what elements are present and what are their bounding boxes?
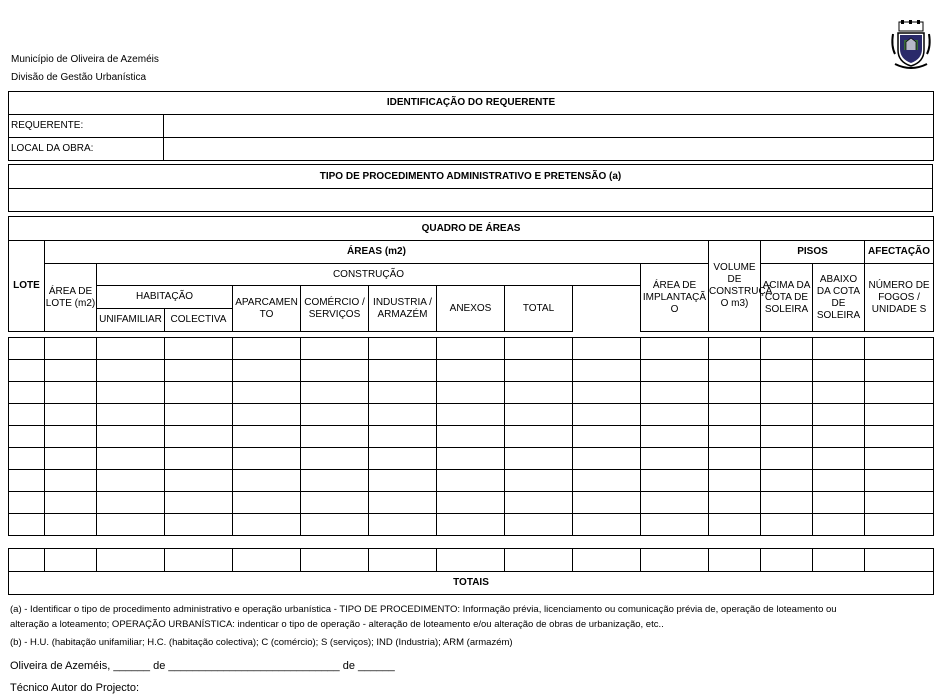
table-cell[interactable] <box>369 426 437 448</box>
table-cell[interactable] <box>233 338 301 360</box>
table-cell[interactable] <box>709 492 761 514</box>
table-cell[interactable] <box>369 492 437 514</box>
table-cell[interactable] <box>369 382 437 404</box>
table-cell[interactable] <box>865 382 934 404</box>
requerente-label: REQUERENTE: <box>9 115 164 138</box>
table-cell[interactable] <box>9 514 45 536</box>
table-cell[interactable] <box>45 470 97 492</box>
table-cell[interactable] <box>437 492 505 514</box>
table-cell[interactable] <box>9 448 45 470</box>
areas-title: QUADRO DE ÁREAS <box>9 217 934 241</box>
table-cell[interactable] <box>45 549 97 572</box>
totals-table <box>8 548 934 595</box>
table-cell[interactable] <box>165 492 233 514</box>
table-cell[interactable] <box>865 470 934 492</box>
table-cell[interactable] <box>573 338 641 360</box>
table-cell[interactable] <box>97 426 165 448</box>
table-cell[interactable] <box>45 360 97 382</box>
table-cell[interactable] <box>709 549 761 572</box>
afectacao-header: AFECTAÇÃO <box>865 241 934 264</box>
table-cell[interactable] <box>301 338 369 360</box>
table-cell[interactable] <box>573 514 641 536</box>
table-cell[interactable] <box>233 404 301 426</box>
aparcamento-header: APARCAMEN TO <box>233 286 301 332</box>
table-cell[interactable] <box>369 404 437 426</box>
pisos-header: PISOS <box>761 241 865 264</box>
data-rows-table <box>8 337 934 536</box>
anexos-header: ANEXOS <box>437 286 505 332</box>
author-line: Técnico Autor do Projecto: <box>10 682 140 694</box>
table-cell[interactable] <box>301 514 369 536</box>
comercio-header: COMÉRCIO / SERVIÇOS <box>301 286 369 332</box>
table-cell[interactable] <box>97 338 165 360</box>
table-cell[interactable] <box>97 470 165 492</box>
table-cell[interactable] <box>865 360 934 382</box>
table-cell[interactable] <box>437 382 505 404</box>
table-row <box>9 549 934 572</box>
division-name: Divisão de Gestão Urbanística <box>11 72 147 83</box>
table-cell[interactable] <box>9 549 45 572</box>
table-cell[interactable] <box>505 492 573 514</box>
table-cell[interactable] <box>641 514 709 536</box>
table-cell[interactable] <box>641 404 709 426</box>
table-cell[interactable] <box>505 514 573 536</box>
table-cell[interactable] <box>641 426 709 448</box>
table-cell[interactable] <box>573 470 641 492</box>
table-cell[interactable] <box>813 382 865 404</box>
table-cell[interactable] <box>709 448 761 470</box>
table-cell[interactable] <box>233 514 301 536</box>
table-cell[interactable] <box>641 448 709 470</box>
table-cell[interactable] <box>761 492 813 514</box>
table-cell[interactable] <box>709 382 761 404</box>
table-cell[interactable] <box>761 426 813 448</box>
table-cell[interactable] <box>9 492 45 514</box>
fogos-header: NÚMERO DE FOGOS / UNIDADE S <box>865 264 934 332</box>
table-cell[interactable] <box>641 492 709 514</box>
table-cell[interactable] <box>165 470 233 492</box>
local-obra-field[interactable] <box>164 138 934 161</box>
construcao-header: CONSTRUÇÃO <box>97 264 641 286</box>
table-cell[interactable] <box>813 470 865 492</box>
table-cell[interactable] <box>165 514 233 536</box>
table-cell[interactable] <box>573 426 641 448</box>
table-cell[interactable] <box>761 360 813 382</box>
totais-label: TOTAIS <box>9 572 934 595</box>
table-cell[interactable] <box>97 448 165 470</box>
unifamiliar-header: UNIFAMILIAR <box>97 309 165 332</box>
table-cell[interactable] <box>165 360 233 382</box>
table-cell[interactable] <box>813 549 865 572</box>
table-cell[interactable] <box>233 549 301 572</box>
table-cell[interactable] <box>233 360 301 382</box>
table-cell[interactable] <box>369 338 437 360</box>
table-cell[interactable] <box>865 514 934 536</box>
table-cell[interactable] <box>301 448 369 470</box>
table-cell[interactable] <box>9 360 45 382</box>
table-cell[interactable] <box>761 338 813 360</box>
volume-header: VOLUME DE CONSTRUÇÃ O m3) <box>709 241 761 332</box>
table-cell[interactable] <box>233 492 301 514</box>
area-lote-header: ÁREA DE LOTE (m2) <box>45 264 97 332</box>
table-cell[interactable] <box>505 448 573 470</box>
municipality-name: Município de Oliveira de Azeméis <box>11 54 159 65</box>
table-cell[interactable] <box>437 338 505 360</box>
note-b: (b) - H.U. (habitação unifamiliar; H.C. (habitação colectiva); C (comércio); S (serviços); IND (Industria); ARM (armazém) <box>10 637 513 648</box>
table-cell[interactable] <box>165 549 233 572</box>
table-cell[interactable] <box>437 360 505 382</box>
table-cell[interactable] <box>369 360 437 382</box>
table-row <box>9 360 934 382</box>
table-cell[interactable] <box>9 382 45 404</box>
table-cell[interactable] <box>813 514 865 536</box>
table-cell[interactable] <box>505 382 573 404</box>
colectiva-header: COLECTIVA <box>165 309 233 332</box>
table-cell[interactable] <box>505 549 573 572</box>
table-row <box>9 404 934 426</box>
table-cell[interactable] <box>369 448 437 470</box>
table-cell[interactable] <box>573 360 641 382</box>
table-cell[interactable] <box>9 426 45 448</box>
table-cell[interactable] <box>45 492 97 514</box>
table-cell[interactable] <box>9 470 45 492</box>
table-cell[interactable] <box>865 448 934 470</box>
table-cell[interactable] <box>641 470 709 492</box>
table-cell[interactable] <box>97 382 165 404</box>
table-cell[interactable] <box>97 492 165 514</box>
requerente-field[interactable] <box>164 115 934 138</box>
table-cell[interactable] <box>165 338 233 360</box>
table-cell[interactable] <box>505 426 573 448</box>
areas-m2-header: ÁREAS (m2) <box>45 241 709 264</box>
table-row <box>9 426 934 448</box>
table-cell[interactable] <box>573 549 641 572</box>
table-cell[interactable] <box>97 549 165 572</box>
date-line: Oliveira de Azeméis, ______ de ____________________________ de ______ <box>10 660 395 672</box>
table-cell[interactable] <box>9 338 45 360</box>
note-a-line2: alteração a loteamento; OPERAÇÃO URBANÍSTICA: indenticar o tipo de operação - alteração de loteamento e/ou alteração de obras de urbanização, etc.. <box>10 619 664 630</box>
table-cell[interactable] <box>761 514 813 536</box>
identification-table <box>8 91 934 161</box>
table-cell[interactable] <box>865 338 934 360</box>
table-cell[interactable] <box>437 470 505 492</box>
table-cell[interactable] <box>709 426 761 448</box>
table-cell[interactable] <box>761 382 813 404</box>
lote-header: LOTE <box>9 241 45 332</box>
acima-cota-header: ACIMA DA COTA DE SOLEIRA <box>761 264 813 332</box>
table-cell[interactable] <box>813 426 865 448</box>
habitacao-header: HABITAÇÃO <box>97 286 233 309</box>
table-cell[interactable] <box>709 360 761 382</box>
table-cell[interactable] <box>301 360 369 382</box>
table-cell[interactable] <box>813 492 865 514</box>
table-cell[interactable] <box>573 492 641 514</box>
table-cell[interactable] <box>45 514 97 536</box>
table-cell[interactable] <box>165 404 233 426</box>
table-cell[interactable] <box>369 470 437 492</box>
table-cell[interactable] <box>97 360 165 382</box>
table-cell[interactable] <box>813 448 865 470</box>
table-row <box>9 492 934 514</box>
table-cell[interactable] <box>865 426 934 448</box>
table-row <box>9 448 934 470</box>
table-cell[interactable] <box>437 549 505 572</box>
procedure-title: TIPO DE PROCEDIMENTO ADMINISTRATIVO E PRETENSÃO (a) <box>9 165 933 189</box>
table-cell[interactable] <box>813 404 865 426</box>
table-cell[interactable] <box>97 404 165 426</box>
table-cell[interactable] <box>233 426 301 448</box>
table-cell[interactable] <box>165 382 233 404</box>
table-cell[interactable] <box>437 514 505 536</box>
table-cell[interactable] <box>813 360 865 382</box>
table-cell[interactable] <box>813 338 865 360</box>
table-cell[interactable] <box>301 426 369 448</box>
table-cell[interactable] <box>573 404 641 426</box>
table-cell[interactable] <box>761 470 813 492</box>
table-cell[interactable] <box>865 549 934 572</box>
table-cell[interactable] <box>865 404 934 426</box>
table-cell[interactable] <box>573 448 641 470</box>
table-cell[interactable] <box>165 426 233 448</box>
table-cell[interactable] <box>505 360 573 382</box>
table-cell[interactable] <box>709 338 761 360</box>
table-cell[interactable] <box>641 360 709 382</box>
table-cell[interactable] <box>761 404 813 426</box>
table-cell[interactable] <box>437 404 505 426</box>
table-cell[interactable] <box>709 470 761 492</box>
table-row <box>9 338 934 360</box>
industria-header: INDUSTRIA / ARMAZÉM <box>369 286 437 332</box>
table-cell[interactable] <box>45 404 97 426</box>
procedure-table <box>8 164 933 212</box>
coat-of-arms-icon <box>889 20 933 72</box>
table-cell[interactable] <box>45 448 97 470</box>
table-cell[interactable] <box>505 338 573 360</box>
local-obra-label: LOCAL DA OBRA: <box>9 138 164 161</box>
table-cell[interactable] <box>641 549 709 572</box>
table-cell[interactable] <box>45 382 97 404</box>
table-cell[interactable] <box>9 404 45 426</box>
table-cell[interactable] <box>641 382 709 404</box>
table-row <box>9 382 934 404</box>
abaixo-cota-header: ABAIXO DA COTA DE SOLEIRA <box>813 264 865 332</box>
table-cell[interactable] <box>233 382 301 404</box>
table-cell[interactable] <box>437 448 505 470</box>
table-cell[interactable] <box>437 426 505 448</box>
table-cell[interactable] <box>233 470 301 492</box>
table-cell[interactable] <box>573 382 641 404</box>
table-cell[interactable] <box>641 338 709 360</box>
table-row <box>9 514 934 536</box>
table-cell[interactable] <box>301 470 369 492</box>
table-cell[interactable] <box>301 404 369 426</box>
table-cell[interactable] <box>709 404 761 426</box>
table-cell[interactable] <box>369 549 437 572</box>
table-row <box>9 470 934 492</box>
note-a-line1: (a) - Identificar o tipo de procedimento administrativo e operação urbanística - TIPO DE PROCEDIMENTO: Informação prévia, licenciamento ou comunicação prévia de, operação de loteamento ou <box>10 604 837 615</box>
area-implantacao-header: ÁREA DE IMPLANTAÇÃ O <box>641 264 709 332</box>
table-cell[interactable] <box>301 492 369 514</box>
table-cell[interactable] <box>45 338 97 360</box>
table-cell[interactable] <box>761 448 813 470</box>
table-cell[interactable] <box>45 426 97 448</box>
table-cell[interactable] <box>165 448 233 470</box>
table-cell[interactable] <box>301 549 369 572</box>
table-cell[interactable] <box>233 448 301 470</box>
table-cell[interactable] <box>97 514 165 536</box>
table-cell[interactable] <box>505 404 573 426</box>
identification-title: IDENTIFICAÇÃO DO REQUERENTE <box>9 92 934 115</box>
table-cell[interactable] <box>505 470 573 492</box>
table-cell[interactable] <box>709 514 761 536</box>
areas-table <box>8 216 934 332</box>
total-header: TOTAL <box>505 286 573 332</box>
procedure-field[interactable] <box>9 189 933 212</box>
table-cell[interactable] <box>761 549 813 572</box>
table-cell[interactable] <box>865 492 934 514</box>
table-cell[interactable] <box>301 382 369 404</box>
table-cell[interactable] <box>369 514 437 536</box>
